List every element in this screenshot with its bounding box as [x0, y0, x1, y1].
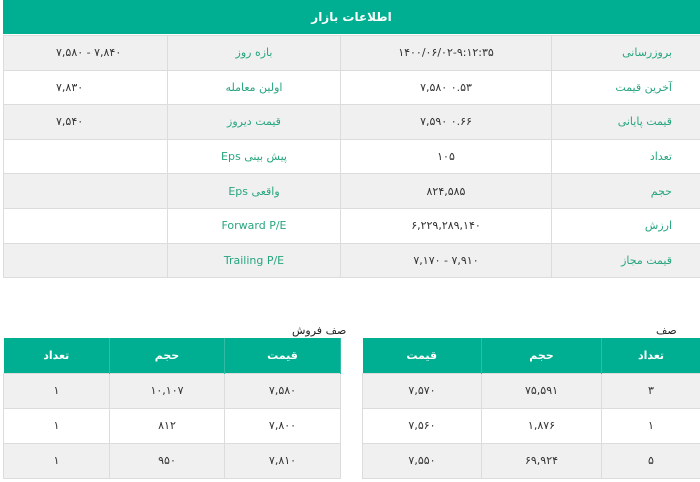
forward-pe-value — [4, 208, 168, 243]
volume-value: ۸۲۴,۵۸۵ — [341, 174, 552, 209]
trade-value-label: ارزش — [552, 208, 700, 243]
eps-forecast-value — [4, 139, 168, 174]
sell-price-cell: ۷,۵۸۰ — [225, 373, 341, 408]
buy-volume-header: حجم — [482, 338, 602, 373]
table-row — [4, 443, 341, 478]
buy-count-cell: ۵ — [602, 443, 700, 478]
first-trade-value: ۷,۸۳۰ — [4, 70, 168, 105]
allowed-price-value: ۷,۱۷۰ - ۷,۹۱۰ — [341, 243, 552, 278]
trade-count-value: ۱۰۵ — [341, 139, 552, 174]
buy-price-cell: ۷,۵۵۰ — [363, 443, 482, 478]
info-row-value — [4, 208, 700, 243]
table-row — [363, 408, 700, 443]
buy-price-cell: ۷,۵۷۰ — [363, 373, 482, 408]
table-row — [4, 408, 341, 443]
info-row-volume — [4, 174, 700, 209]
sell-volume-cell: ۱۰,۱۰۷ — [110, 373, 225, 408]
sell-queue-table — [3, 338, 341, 479]
sell-volume-cell: ۸۱۲ — [110, 408, 225, 443]
info-row-update — [4, 36, 700, 71]
buy-count-cell: ۱ — [602, 408, 700, 443]
buy-count-cell: ۳ — [602, 373, 700, 408]
info-row-last-price — [4, 70, 700, 105]
day-range-value: ۷,۵۸۰ - ۷,۸۴۰ — [4, 36, 168, 71]
sell-price-cell: ۷,۸۰۰ — [225, 408, 341, 443]
trailing-pe-value — [4, 243, 168, 278]
sell-count-cell: ۱ — [4, 443, 110, 478]
buy-queue-table — [362, 338, 700, 479]
sell-count-cell: ۱ — [4, 373, 110, 408]
sell-queue-title: صف فروش — [292, 324, 347, 337]
trailing-pe-label: Trailing P/E — [168, 243, 341, 278]
buy-count-header: تعداد — [602, 338, 700, 373]
update-time-value: ۱۴۰۰/۰۶/۰۲-۹:۱۲:۳۵ — [341, 36, 552, 71]
yesterday-price-label: قیمت دیروز — [168, 105, 341, 140]
sell-volume-header: حجم — [110, 338, 225, 373]
sell-count-header: تعداد — [4, 338, 110, 373]
buy-volume-cell: ۷۵,۵۹۱ — [482, 373, 602, 408]
sell-price-cell: ۷,۸۱۰ — [225, 443, 341, 478]
trade-value-value: ۶,۲۲۹,۲۸۹,۱۴۰ — [341, 208, 552, 243]
eps-actual-label: Eps واقعی — [168, 174, 341, 209]
day-range-label: بازه روز — [168, 36, 341, 71]
buy-volume-cell: ۱,۸۷۶ — [482, 408, 602, 443]
eps-actual-value — [4, 174, 168, 209]
info-row-count — [4, 139, 700, 174]
buy-volume-cell: ۶۹,۹۲۴ — [482, 443, 602, 478]
info-row-closing-price — [4, 105, 700, 140]
market-info-title: اطلاعات بازار — [3, 0, 700, 35]
volume-label: حجم — [552, 174, 700, 209]
forward-pe-label: Forward P/E — [168, 208, 341, 243]
last-price-label: آخرین قیمت — [552, 70, 700, 105]
market-info-table — [3, 35, 700, 278]
sell-count-cell: ۱ — [4, 408, 110, 443]
first-trade-label: اولین معامله — [168, 70, 341, 105]
allowed-price-label: قیمت مجاز — [552, 243, 700, 278]
last-price-value: ۷,۵۸۰ ۰.۵۳ — [341, 70, 552, 105]
closing-price-label: قیمت پایانی — [552, 105, 700, 140]
table-row — [363, 373, 700, 408]
update-label: بروزرسانی — [552, 36, 700, 71]
table-row — [4, 373, 341, 408]
eps-forecast-label: Eps پیش بینی — [168, 139, 341, 174]
market-info-panel — [3, 0, 700, 278]
table-row — [363, 443, 700, 478]
buy-price-cell: ۷,۵۶۰ — [363, 408, 482, 443]
sell-volume-cell: ۹۵۰ — [110, 443, 225, 478]
buy-price-header: قیمت — [363, 338, 482, 373]
info-row-allowed-price — [4, 243, 700, 278]
buy-queue-title: صف — [656, 324, 677, 337]
trade-count-label: تعداد — [552, 139, 700, 174]
yesterday-price-value: ۷,۵۴۰ — [4, 105, 168, 140]
closing-price-value: ۷,۵۹۰ ۰.۶۶ — [341, 105, 552, 140]
sell-price-header: قیمت — [225, 338, 341, 373]
